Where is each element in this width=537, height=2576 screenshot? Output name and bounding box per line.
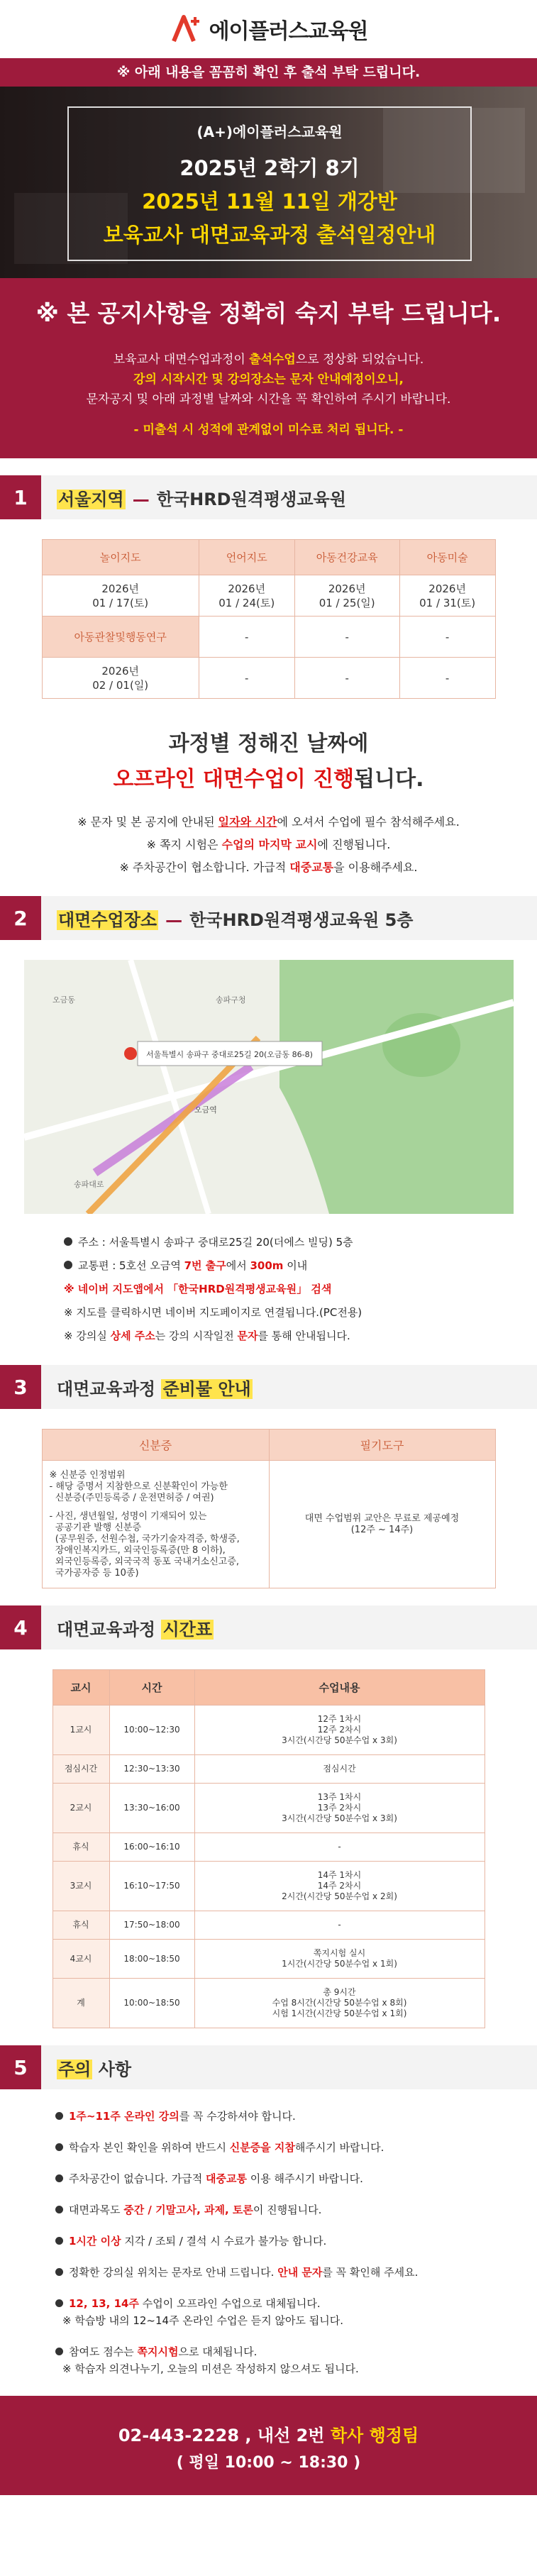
list-item: 주차공간이 없습니다. 가급적 대중교통 이용 해주시기 바랍니다. <box>55 2170 537 2187</box>
intro-bullet-3: ※ 주차공간이 협소합니다. 가급적 대중교통을 이용해주세요. <box>119 861 418 874</box>
section-4-heading <box>0 1605 537 1649</box>
list-item: 정확한 강의실 위치는 문자로 안내 드립니다. 안내 문자를 꼭 확인해 주세요. <box>55 2264 537 2281</box>
table-row: 1교시 10:00~12:30 12주 1차시 12주 2차시 3시간(시간당 50분수업 x 3회) <box>52 1706 485 1755</box>
intro-bullet-2: ※ 쪽지 시험은 수업의 마지막 교시에 진행됩니다. <box>146 838 391 851</box>
table-row: 계 10:00~18:50 총 9시간 수업 8시간(시간당 50분수업 x 8회) 시험 1시간(시간당 50분수업 x 1회) <box>52 1979 485 2028</box>
main-notice <box>0 278 537 458</box>
list-item: 학습자 본인 확인을 위하여 반드시 신분증을 지참해주시기 바랍니다. <box>55 2139 537 2156</box>
section-number: 3 <box>0 1365 41 1409</box>
section-title: 서울지역 — 한국HRD원격평생교육원 <box>58 489 346 509</box>
supplies-table <box>42 1429 496 1588</box>
list-item: 1시간 이상 지각 / 조퇴 / 결석 시 수료가 불가능 합니다. <box>55 2233 537 2250</box>
table-header: 아동관찰및행동연구 <box>42 617 199 658</box>
table-header: 놀이지도 <box>42 540 199 575</box>
table-cell: 2026년 01 / 17(토) <box>42 575 199 617</box>
table-header: 필기도구 <box>269 1430 495 1461</box>
section-1-heading <box>0 475 537 519</box>
location-map[interactable] <box>24 960 514 1214</box>
section-title: 대면교육과정 시간표 <box>57 1619 213 1640</box>
section-title: 주의 사항 <box>58 2059 132 2079</box>
table-header: 아동미술 <box>399 540 495 575</box>
notice-p2: 강의 시작시간 및 강의장소는 문자 안내예정이오니, <box>133 372 404 387</box>
logo-text: 에이플러스교육원 <box>209 19 368 44</box>
table-header: 아동건강교육 <box>294 540 399 575</box>
table-header: 교시 <box>52 1670 109 1706</box>
table-cell: 2026년 02 / 01(일) <box>42 658 199 699</box>
hero-start-date: 2025년 11월 11일 개강반 <box>142 189 397 214</box>
table-row: 4교시 18:00~18:50 쪽지시험 실시 1시간(시간당 50분수업 x 1회) <box>52 1940 485 1979</box>
table-cell: - <box>294 658 399 699</box>
table-row: 3교시 16:10~17:50 14주 1차시 14주 2차시 2시간(시간당 50분수업 x 2회) <box>52 1862 485 1911</box>
section-number: 4 <box>0 1605 41 1649</box>
table-header: 수업내용 <box>194 1670 485 1706</box>
svg-text:송파대로: 송파대로 <box>73 1180 104 1189</box>
map-link-line: ※ 지도를 클릭하시면 네이버 지도페이지로 연결됩니다.(PC전용) <box>64 1306 362 1319</box>
table-cell: 2026년 01 / 25(일) <box>294 575 399 617</box>
contact-footer <box>0 2396 537 2495</box>
section-number: 1 <box>0 475 41 519</box>
room-line: ※ 강의실 상세 주소는 강의 시작일전 문자를 통해 안내됩니다. <box>64 1330 350 1342</box>
intro-bullets <box>21 811 517 879</box>
notice-heading: ※ 본 공지사항을 정확히 숙지 부탁 드립니다. <box>35 299 502 327</box>
list-item: 12, 13, 14주 수업이 오프라인 수업으로 대체됩니다. ※ 학습방 내의 12~14주 온라인 수업은 듣지 않아도 됩니다. <box>55 2295 537 2329</box>
section-title: 대면교육과정 준비물 안내 <box>57 1378 251 1399</box>
hero-box <box>67 106 472 261</box>
list-item: 1주~11주 온라인 강의를 꼭 수강하셔야 합니다. <box>55 2108 537 2125</box>
notes-list <box>55 2108 537 2377</box>
list-item: 대면과목도 중간 / 기말고사, 과제, 토론이 진행됩니다. <box>55 2201 537 2218</box>
contact-phone: 02-443-2228 , 내선 2번 학사 행정팀 <box>118 2426 419 2445</box>
section-5-heading <box>0 2045 537 2089</box>
id-requirements: ※ 신분증 인정범위 - 해당 증명서 지참한으로 신분확인이 가능한 신분증(주민등록증 / 운전면허증 / 여권) - 사진, 생년월일, 성명이 기재되어 있는 공공기관 발행 신분증 (공무원증, 선원수첩, 국가기술자격증, 학생증, 장애인복지카드, 외국인등록증(만 8 이하), 외국인등록증, 외국국적 동포 국내거소신고증, 국가공자증 등 10종) <box>42 1461 269 1588</box>
section-2-heading <box>0 896 537 940</box>
logo-bar <box>0 0 537 58</box>
table-cell: 2026년 01 / 24(토) <box>199 575 294 617</box>
table-row: 점심시간 12:30~13:30 점심시간 <box>52 1755 485 1784</box>
schedule-table <box>42 539 496 699</box>
timetable <box>52 1669 485 2028</box>
hero-title: 보육교사 대면교육과정 출석일정안내 <box>103 223 436 247</box>
table-row: 2교시 13:30~16:00 13주 1차시 13주 2차시 3시간(시간당 50분수업 x 3회) <box>52 1784 485 1833</box>
notice-p4: - 미출석 시 성적에 관계없이 미수료 처리 됩니다. - <box>133 423 404 437</box>
section-title: 대면수업장소 — 한국HRD원격평생교육원 5층 <box>58 910 414 930</box>
material-note: 대면 수업범위 교안은 무료로 제공예정 (12주 ~ 14주) <box>269 1461 495 1588</box>
contact-hours: ( 평일 10:00 ~ 18:30 ) <box>176 2454 361 2472</box>
notice-p1: 보육교사 대면수업과정이 출석수업으로 정상화 되었습니다. <box>113 353 424 367</box>
hero-banner <box>0 87 537 278</box>
svg-text:송파구청: 송파구청 <box>215 995 246 1005</box>
svg-text:오금역: 오금역 <box>194 1105 217 1115</box>
map-caption: 서울특별시 송파구 중대로25길 20(오금동 86-8) <box>145 1050 313 1059</box>
table-row: 휴식 17:50~18:00 - <box>52 1911 485 1940</box>
table-cell: 2026년 01 / 31(토) <box>399 575 495 617</box>
table-cell: - <box>294 617 399 658</box>
table-row: 휴식 16:00~16:10 - <box>52 1833 485 1862</box>
list-item: 참여도 점수는 쪽지시험으로 대체됩니다. ※ 학습자 의견나누기, 오늘의 미션은 작성하지 않으셔도 됩니다. <box>55 2343 537 2377</box>
table-cell: - <box>199 617 294 658</box>
section-number: 5 <box>0 2045 41 2089</box>
section-number: 2 <box>0 896 41 940</box>
logo-icon <box>170 13 202 45</box>
svg-text:오금동: 오금동 <box>52 995 75 1005</box>
intro-block <box>0 726 537 792</box>
table-header: 시간 <box>109 1670 194 1706</box>
top-notice: ※ 아래 내용을 꼼꼼히 확인 후 출석 부탁 드립니다. <box>0 58 537 87</box>
table-header: 신분증 <box>42 1430 269 1461</box>
transport-line: 교통편 : 5호선 오금역 7번 출구에서 300m 이내 <box>64 1254 537 1278</box>
address-line: 주소 : 서울특별시 송파구 중대로25길 20(더에스 빌딩) 5층 <box>64 1231 537 1254</box>
map-info <box>64 1231 537 1348</box>
table-cell: - <box>399 617 495 658</box>
table-cell: - <box>199 658 294 699</box>
naver-line: ※ 네이버 지도앱에서 「한국HRD원격평생교육원」 검색 <box>64 1283 332 1295</box>
table-cell: - <box>399 658 495 699</box>
notice-p3: 문자공지 및 아래 과정별 날짜와 시간을 꼭 확인하여 주시기 바랍니다. <box>86 392 451 407</box>
map-graphic <box>24 960 514 1214</box>
intro-bullet-1: ※ 문자 및 본 공지에 안내된 일자와 시간에 오셔서 수업에 필수 참석해주세요. <box>77 815 460 829</box>
intro-line2: 오프라인 대면수업이 진행됩니다. <box>113 767 424 792</box>
section-3-heading <box>0 1365 537 1409</box>
hero-org: (A+)에이플러스교육원 <box>196 123 343 140</box>
intro-line1: 과정별 정해진 날짜에 <box>168 731 369 756</box>
table-header: 언어지도 <box>199 540 294 575</box>
hero-term: 2025년 2학기 8기 <box>179 156 360 180</box>
